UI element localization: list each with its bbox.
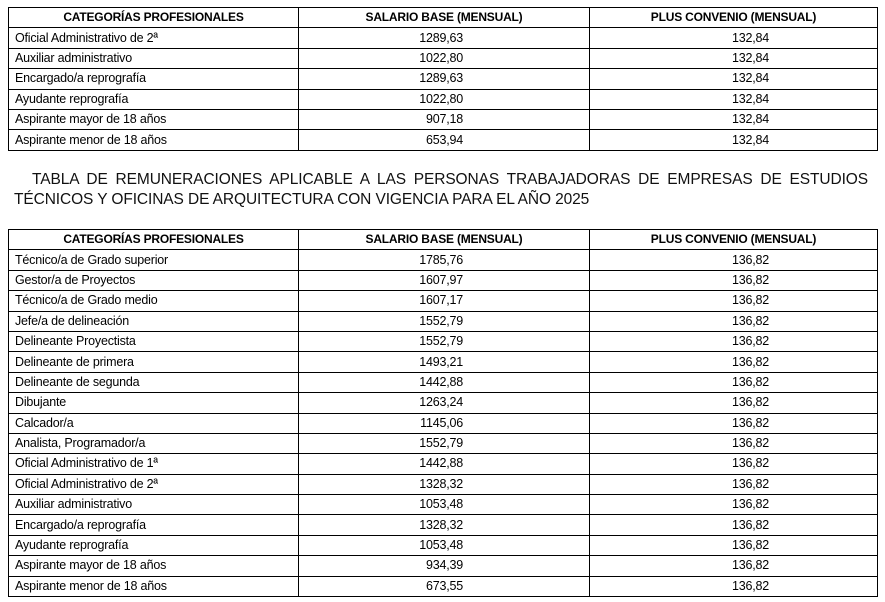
salario-base-cell: 1289,63 bbox=[299, 28, 590, 48]
category-cell: Calcador/a bbox=[9, 413, 299, 433]
plus-convenio-cell: 136,82 bbox=[590, 535, 878, 555]
salario-base-cell: 1053,48 bbox=[299, 535, 590, 555]
header-salario-base: SALARIO BASE (MENSUAL) bbox=[299, 8, 590, 28]
table-row bbox=[9, 433, 878, 453]
header-categorias: CATEGORÍAS PROFESIONALES bbox=[9, 230, 299, 250]
salario-base-cell: 1552,79 bbox=[299, 311, 590, 331]
plus-convenio-cell: 136,82 bbox=[590, 413, 878, 433]
salario-base-cell: 1442,88 bbox=[299, 454, 590, 474]
table-row bbox=[9, 556, 878, 576]
category-cell: Oficial Administrativo de 2ª bbox=[9, 28, 299, 48]
table-row bbox=[9, 535, 878, 555]
salario-base-cell: 1328,32 bbox=[299, 474, 590, 494]
category-cell: Aspirante menor de 18 años bbox=[9, 576, 299, 596]
category-cell: Auxiliar administrativo bbox=[9, 495, 299, 515]
plus-convenio-cell: 136,82 bbox=[590, 352, 878, 372]
header-salario-base: SALARIO BASE (MENSUAL) bbox=[299, 230, 590, 250]
category-cell: Gestor/a de Proyectos bbox=[9, 270, 299, 290]
table-row bbox=[9, 474, 878, 494]
category-cell: Técnico/a de Grado superior bbox=[9, 250, 299, 270]
table-row bbox=[9, 515, 878, 535]
category-cell: Analista, Programador/a bbox=[9, 433, 299, 453]
salario-base-cell: 1552,79 bbox=[299, 433, 590, 453]
salario-base-cell: 673,55 bbox=[299, 576, 590, 596]
table-row bbox=[9, 454, 878, 474]
table-body bbox=[9, 28, 878, 150]
plus-convenio-cell: 132,84 bbox=[590, 69, 878, 89]
salario-base-cell: 1607,97 bbox=[299, 270, 590, 290]
plus-convenio-cell: 136,82 bbox=[590, 393, 878, 413]
table-header-row bbox=[9, 8, 878, 28]
plus-convenio-cell: 136,82 bbox=[590, 556, 878, 576]
category-cell: Oficial Administrativo de 1ª bbox=[9, 454, 299, 474]
salario-base-cell: 653,94 bbox=[299, 130, 590, 150]
salario-base-cell: 1328,32 bbox=[299, 515, 590, 535]
table-row bbox=[9, 331, 878, 351]
salario-base-cell: 1607,17 bbox=[299, 291, 590, 311]
plus-convenio-cell: 136,82 bbox=[590, 331, 878, 351]
table-row bbox=[9, 130, 878, 150]
plus-convenio-cell: 136,82 bbox=[590, 250, 878, 270]
table-row bbox=[9, 393, 878, 413]
header-plus-convenio: PLUS CONVENIO (MENSUAL) bbox=[590, 8, 878, 28]
table-row bbox=[9, 250, 878, 270]
table-row bbox=[9, 495, 878, 515]
category-cell: Ayudante reprografía bbox=[9, 535, 299, 555]
category-cell: Delineante de segunda bbox=[9, 372, 299, 392]
category-cell: Delineante de primera bbox=[9, 352, 299, 372]
salario-base-cell: 1022,80 bbox=[299, 48, 590, 68]
table-row bbox=[9, 109, 878, 129]
category-cell: Aspirante menor de 18 años bbox=[9, 130, 299, 150]
plus-convenio-cell: 132,84 bbox=[590, 130, 878, 150]
plus-convenio-cell: 132,84 bbox=[590, 28, 878, 48]
table-row bbox=[9, 48, 878, 68]
category-cell: Técnico/a de Grado medio bbox=[9, 291, 299, 311]
table-body bbox=[9, 250, 878, 597]
table-row bbox=[9, 311, 878, 331]
plus-convenio-cell: 132,84 bbox=[590, 89, 878, 109]
category-cell: Oficial Administrativo de 2ª bbox=[9, 474, 299, 494]
category-cell: Auxiliar administrativo bbox=[9, 48, 299, 68]
salario-base-cell: 1552,79 bbox=[299, 331, 590, 351]
plus-convenio-cell: 132,84 bbox=[590, 109, 878, 129]
salario-base-cell: 934,39 bbox=[299, 556, 590, 576]
salario-base-cell: 1263,24 bbox=[299, 393, 590, 413]
plus-convenio-cell: 136,82 bbox=[590, 270, 878, 290]
salario-base-cell: 1785,76 bbox=[299, 250, 590, 270]
salario-base-cell: 1145,06 bbox=[299, 413, 590, 433]
salary-table-2025 bbox=[8, 229, 878, 597]
plus-convenio-cell: 132,84 bbox=[590, 48, 878, 68]
table-header-row bbox=[9, 230, 878, 250]
salario-base-cell: 1022,80 bbox=[299, 89, 590, 109]
category-cell: Delineante Proyectista bbox=[9, 331, 299, 351]
table-row bbox=[9, 352, 878, 372]
salary-table-previous bbox=[8, 7, 878, 151]
plus-convenio-cell: 136,82 bbox=[590, 454, 878, 474]
table-row bbox=[9, 291, 878, 311]
category-cell: Jefe/a de delineación bbox=[9, 311, 299, 331]
category-cell: Aspirante mayor de 18 años bbox=[9, 109, 299, 129]
plus-convenio-cell: 136,82 bbox=[590, 576, 878, 596]
table-row bbox=[9, 576, 878, 596]
table-row bbox=[9, 89, 878, 109]
salario-base-cell: 1053,48 bbox=[299, 495, 590, 515]
category-cell: Encargado/a reprografía bbox=[9, 69, 299, 89]
header-plus-convenio: PLUS CONVENIO (MENSUAL) bbox=[590, 230, 878, 250]
salario-base-cell: 1493,21 bbox=[299, 352, 590, 372]
table-title-2025: TABLA DE REMUNERACIONES APLICABLE A LAS PERSONAS TRABAJADORAS DE EMPRESAS DE ESTUDIOS TÉCNICOS Y OFICINAS DE ARQUITECTURA CON VIGENCIA PARA EL AÑO 2025 bbox=[14, 171, 868, 208]
table-row bbox=[9, 372, 878, 392]
table-row bbox=[9, 69, 878, 89]
plus-convenio-cell: 136,82 bbox=[590, 433, 878, 453]
plus-convenio-cell: 136,82 bbox=[590, 291, 878, 311]
plus-convenio-cell: 136,82 bbox=[590, 515, 878, 535]
salario-base-cell: 907,18 bbox=[299, 109, 590, 129]
plus-convenio-cell: 136,82 bbox=[590, 311, 878, 331]
category-cell: Aspirante mayor de 18 años bbox=[9, 556, 299, 576]
category-cell: Encargado/a reprografía bbox=[9, 515, 299, 535]
salario-base-cell: 1442,88 bbox=[299, 372, 590, 392]
header-categorias: CATEGORÍAS PROFESIONALES bbox=[9, 8, 299, 28]
category-cell: Dibujante bbox=[9, 393, 299, 413]
category-cell: Ayudante reprografía bbox=[9, 89, 299, 109]
plus-convenio-cell: 136,82 bbox=[590, 495, 878, 515]
plus-convenio-cell: 136,82 bbox=[590, 474, 878, 494]
plus-convenio-cell: 136,82 bbox=[590, 372, 878, 392]
table-row bbox=[9, 270, 878, 290]
table-row bbox=[9, 28, 878, 48]
table-row bbox=[9, 413, 878, 433]
salario-base-cell: 1289,63 bbox=[299, 69, 590, 89]
